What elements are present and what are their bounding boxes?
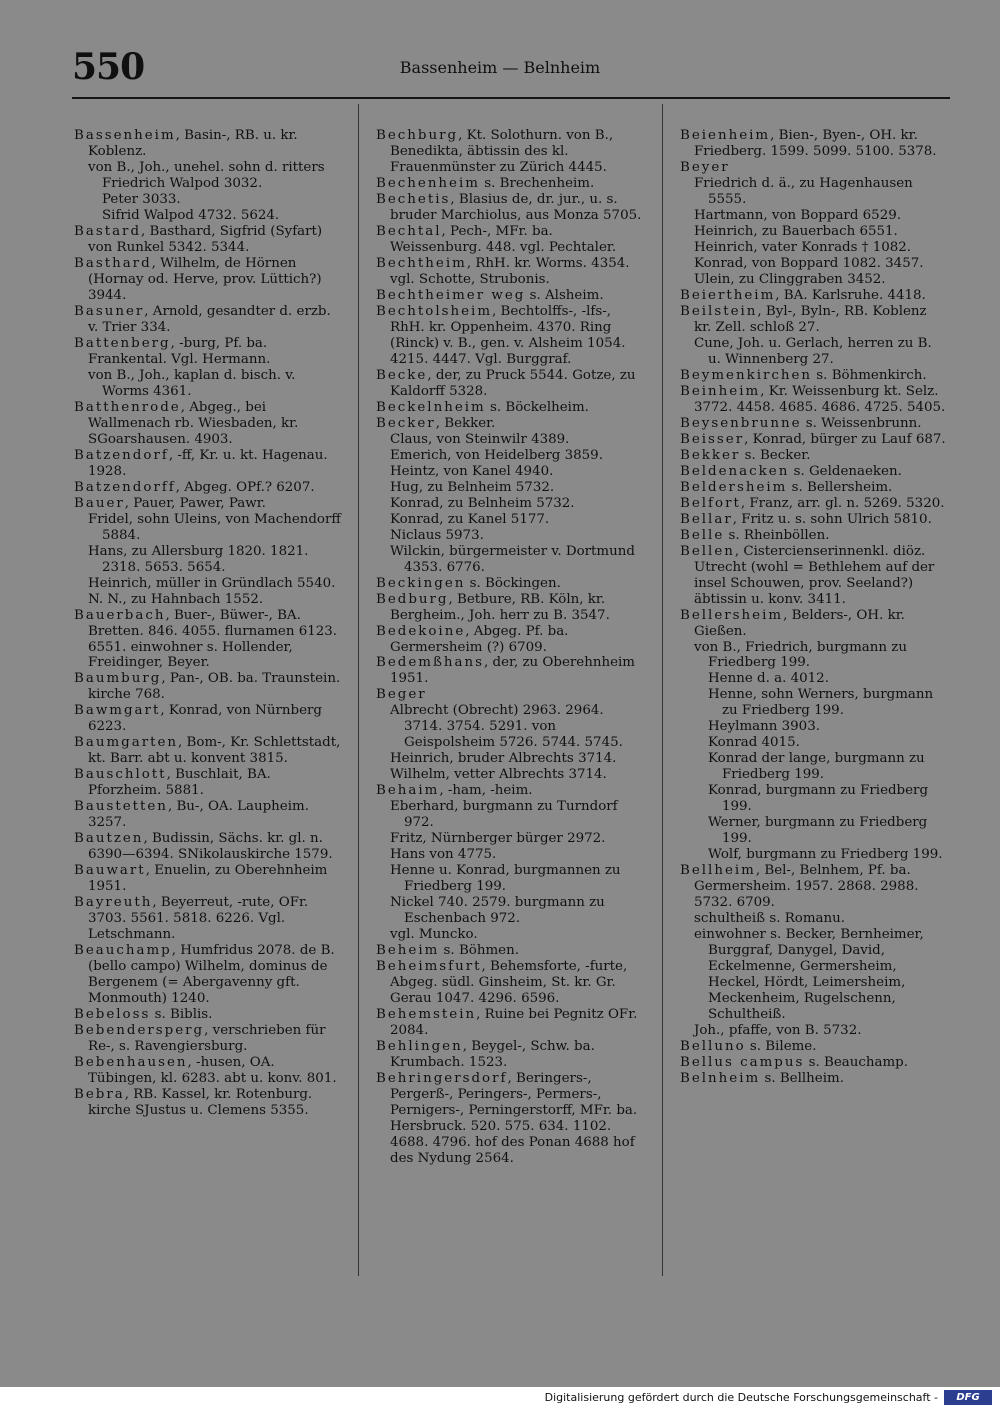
entry-text: Hans, zu Allersburg 1820. 1821. 2318. 5653. 5654. [88, 543, 309, 575]
index-subentry [680, 911, 948, 927]
entry-text: Hartmann, von Boppard 6529. [694, 207, 901, 223]
entry-text: Werner, burgmann zu Friedberg 199. [708, 815, 928, 847]
entry-headword: Beymenkirchen [680, 367, 813, 383]
entry-headword: Bawmgart [74, 703, 161, 719]
index-entry [74, 608, 342, 672]
entry-text: , Bekker. [435, 415, 496, 431]
index-entry [680, 512, 948, 528]
index-subentry [376, 528, 644, 544]
index-entry [376, 416, 644, 432]
entry-text: s. Becker. [740, 447, 811, 463]
index-entry [680, 1039, 948, 1055]
entry-headword: Bebra [74, 1087, 125, 1103]
index-entry [680, 496, 948, 512]
entry-headword: Bellheim [680, 863, 756, 879]
index-entry [74, 224, 342, 256]
index-subentry [74, 544, 342, 576]
entry-text: , Cistercienserinnenkl. diöz. Utrecht (wohl = Bethlehem auf der insel Schouwen, prov. Seeland?) äbtissin u. konv. 3411. [694, 543, 935, 607]
entry-headword: Batzendorff [74, 479, 176, 495]
index-entry [680, 384, 948, 416]
index-entry [74, 1023, 342, 1055]
index-subentry [74, 512, 342, 544]
index-entry [74, 671, 342, 703]
entry-text: , -burg, Pf. ba. Frankental. Vgl. Hermann. [88, 335, 271, 367]
entry-text: , Bien-, Byen-, OH. kr. Friedberg. 1599. 5099. 5100. 5378. [694, 128, 937, 159]
entry-text: , Beyerreut, -rute, OFr. 3703. 5561. 5818. 6226. Vgl. Letschmann. [88, 895, 309, 943]
entry-text: , Wilhelm, de Hörnen (Hornay od. Herve, prov. Lüttich?) 3944. [88, 255, 322, 303]
entry-headword: Bebendersperg [74, 1023, 205, 1039]
entry-text: Konrad, zu Kanel 5177. [390, 511, 550, 527]
entry-headword: Bayreuth [74, 895, 153, 911]
entry-text: , -ham, -heim. [439, 783, 533, 799]
entry-headword: Bechtal [376, 223, 442, 239]
entry-text: , Abgeg. OPf.? 6207. [175, 479, 315, 495]
entry-text: s. Böhmen. [439, 943, 519, 959]
entry-text: Heinrich, bruder Albrechts 3714. [390, 751, 617, 767]
index-entry [680, 1055, 948, 1071]
entry-text: Joh., pfaffe, von B. 5732. [694, 1023, 862, 1039]
index-subentry [680, 783, 948, 815]
index-subentry [376, 847, 644, 863]
index-subentry [680, 687, 948, 719]
entry-headword: Bechtheim [376, 255, 467, 271]
entry-text: Wolf, burgmann zu Friedberg 199. [708, 847, 943, 863]
entry-headword: Batzendorf [74, 447, 169, 463]
entry-text: , Beygel-, Schw. ba. Krumbach. 1523. [390, 1039, 595, 1071]
entry-text: , Behemsforte, -furte, Abgeg. südl. Ginsheim, St. kr. Gr. Gerau 1047. 4296. 6596. [390, 959, 628, 1007]
index-entry [680, 368, 948, 384]
index-column-1 [74, 128, 342, 1119]
entry-headword: Bechtolsheim [376, 303, 493, 319]
index-entry [376, 192, 644, 224]
index-subentry [376, 496, 644, 512]
entry-text: , Buschlait, BA. Pforzheim. 5881. [88, 767, 271, 799]
entry-text: , -ff, Kr. u. kt. Hagenau. 1928. [88, 447, 328, 479]
entry-headword: Bauwart [74, 863, 146, 879]
index-entry [376, 1007, 644, 1039]
entry-text: s. Weissenbrunn. [801, 415, 922, 431]
index-column-3 [680, 128, 948, 1087]
entry-headword: Belluno [680, 1039, 746, 1055]
entry-text: , -husen, OA. Tübingen, kl. 6283. abt u. konv. 801. [88, 1055, 337, 1087]
entry-text: einwohner s. Becker, Bernheimer, Burggraf, Danygel, David, Eckelmenne, Germersheim, Heckel, Hördt, Leimersheim, Meckenheim, Rugelschenn, Schultheiß. [694, 927, 924, 1023]
entry-text: , Kt. Solothurn. von B., Benedikta, äbtissin des kl. Frauenmünster zu Zürich 4445. [390, 128, 614, 175]
entry-text: von B., Joh., kaplan d. bisch. v. Worms 4361. [88, 367, 296, 399]
entry-text: von B., Joh., unehel. sohn d. ritters Friedrich Walpod 3032. [88, 159, 325, 191]
entry-text: Niclaus 5973. [390, 527, 484, 543]
entry-headword: Bechtheimer weg [376, 287, 526, 303]
index-entry [376, 1071, 644, 1167]
index-entry [376, 624, 644, 656]
entry-headword: Bellen [680, 543, 735, 559]
entry-text: , BA. Karlsruhe. 4418. [775, 287, 926, 303]
index-entry [376, 128, 644, 176]
entry-text: , Beringers-, Pergerß-, Peringers-, Permers-, Pernigers-, Perningerstorff, MFr. ba. Hersbruck. 520. 575. 634. 1102. 4688. 4796. hof des Ponan 4688 hof des Nydung 2564. [390, 1071, 638, 1166]
entry-text: Hans von 4775. [390, 847, 497, 863]
entry-headword: Belnheim [680, 1071, 761, 1087]
index-entry [376, 655, 644, 687]
index-entry [74, 735, 342, 767]
index-subentry [680, 208, 948, 224]
entry-text: s. Böckelheim. [485, 399, 589, 415]
entry-text: schultheiß s. Romanu. [694, 911, 846, 927]
index-entry [74, 496, 342, 512]
entry-headword: Beckingen [376, 575, 466, 591]
entry-text: Eberhard, burgmann zu Turndorf 972. [390, 799, 618, 831]
entry-text: Heylmann 3903. [708, 719, 820, 735]
entry-headword: Bellus campus [680, 1055, 805, 1071]
entry-text: , Franz, arr. gl. n. 5269. 5320. [740, 495, 945, 511]
entry-text: Sifrid Walpod 4732. 5624. [102, 207, 280, 223]
entry-headword: Belfort [680, 495, 741, 511]
index-subentry [376, 703, 644, 751]
entry-headword: Battenberg [74, 335, 171, 351]
index-subentry [680, 671, 948, 687]
index-entry [376, 943, 644, 959]
entry-text: Heinrich, zu Bauerbach 6551. [694, 223, 898, 239]
index-entry [680, 544, 948, 608]
index-entry [74, 943, 342, 1007]
index-entry [74, 336, 342, 368]
entry-headword: Bassenheim [74, 128, 176, 143]
entry-headword: Beckelnheim [376, 399, 486, 415]
entry-text: s. Bellersheim. [787, 479, 893, 495]
index-subentry [680, 719, 948, 735]
index-entry [74, 831, 342, 863]
entry-text: , Budissin, Sächs. kr. gl. n. 6390—6394. SNikolauskirche 1579. [88, 831, 333, 863]
entry-text: Fritz, Nürnberger bürger 2972. [390, 831, 606, 847]
entry-text: s. Böckingen. [465, 575, 561, 591]
entry-headword: Bechetis [376, 191, 451, 207]
entry-text: , RB. Kassel, kr. Rotenburg. kirche SJustus u. Clemens 5355. [88, 1087, 313, 1119]
index-entry [376, 256, 644, 288]
entry-text: , Pauer, Pawer, Pawr. [124, 495, 266, 511]
index-entry [680, 863, 948, 911]
index-entry [376, 576, 644, 592]
index-subentry [680, 224, 948, 240]
entry-text: s. Rheinböllen. [724, 527, 830, 543]
entry-text: Wilckin, bürgermeister v. Dortmund 4353. 6776. [390, 543, 635, 575]
entry-headword: Beldersheim [680, 479, 788, 495]
entry-text: , Abgeg. Pf. ba. Germersheim (?) 6709. [390, 623, 569, 655]
index-entry [74, 128, 342, 160]
entry-text: von B., Friedrich, burgmann zu Friedberg 199. [694, 639, 907, 671]
entry-headword: Basthard [74, 255, 152, 271]
entry-text: , der, zu Oberehnheim 1951. [390, 655, 635, 687]
entry-headword: Behlingen [376, 1039, 463, 1055]
index-entry [376, 288, 644, 304]
entry-headword: Basuner [74, 303, 145, 319]
index-entry [680, 464, 948, 480]
dfg-logo: DFG [944, 1390, 992, 1405]
entry-text: , Betbure, RB. Köln, kr. Bergheim., Joh. herr zu B. 3547. [390, 591, 610, 623]
index-subentry [376, 767, 644, 783]
entry-text: Ulein, zu Clinggraben 3452. [694, 271, 886, 287]
entry-text: , Basin-, RB. u. kr. Koblenz. [88, 128, 298, 159]
entry-text: , verschrieben für Re-, s. Ravengiersburg. [88, 1023, 326, 1055]
entry-text: Henne d. a. 4012. [708, 671, 829, 687]
entry-text: N. N., zu Hahnbach 1552. [88, 591, 264, 607]
entry-text: , Pech-, MFr. ba. Weissenburg. 448. vgl. Pechtaler. [390, 223, 617, 255]
index-subentry [680, 336, 948, 368]
entry-headword: Bedburg [376, 591, 449, 607]
entry-text: Konrad, von Boppard 1082. 3457. [694, 255, 924, 271]
index-entry [74, 799, 342, 831]
entry-headword: Bechenheim [376, 175, 480, 191]
index-subentry [376, 863, 644, 895]
page-number: 550 [72, 46, 145, 88]
entry-headword: Bastard [74, 223, 142, 239]
index-entry [376, 224, 644, 256]
index-subentry [376, 480, 644, 496]
entry-text: s. Brechenheim. [479, 175, 595, 191]
index-entry [74, 480, 342, 496]
index-subentry [376, 895, 644, 927]
entry-text: , Konrad, bürger zu Lauf 687. [744, 431, 946, 447]
entry-text: , Pan-, OB. ba. Traunstein. kirche 768. [88, 671, 341, 703]
entry-text: Konrad, zu Belnheim 5732. [390, 495, 575, 511]
entry-text: , Bom-, Kr. Schlettstadt, kt. Barr. abt u. konvent 3815. [88, 735, 341, 767]
entry-headword: Beysenbrunne [680, 415, 802, 431]
entry-headword: Beiertheim [680, 287, 776, 303]
entry-text: Emerich, von Heidelberg 3859. [390, 447, 603, 463]
entry-headword: Baustetten [74, 799, 168, 815]
index-entry [680, 448, 948, 464]
entry-text: Konrad der lange, burgmann zu Friedberg 199. [708, 751, 925, 783]
entry-text: , Bechtolffs-, -lfs-, RhH. kr. Oppenheim. 4370. Ring (Rinck) v. B., gen. v. Alsheim 1054. 4215. 4447. Vgl. Burggraf. [390, 303, 626, 367]
index-entry [376, 400, 644, 416]
index-subentry [376, 751, 644, 767]
index-subentry [680, 735, 948, 751]
index-entry [680, 288, 948, 304]
index-subentry [74, 576, 342, 592]
entry-text: , Humfridus 2078. de B. (bello campo) Wilhelm, dominus de Bergenem (= Abergavenny gft. Monmouth) 1240. [88, 943, 335, 1007]
entry-text: , Basthard, Sigfrid (Syfart) von Runkel 5342. 5344. [88, 223, 323, 255]
entry-text: Cune, Joh. u. Gerlach, herren zu B. u. Winnenberg 27. [694, 335, 932, 367]
entry-headword: Behringersdorf [376, 1071, 508, 1087]
entry-text: , Bu-, OA. Laupheim. 3257. [88, 799, 309, 831]
entry-headword: Belle [680, 527, 725, 543]
index-subentry [680, 1023, 948, 1039]
index-entry [74, 1007, 342, 1023]
entry-headword: Batthenrode [74, 399, 181, 415]
index-entry [376, 304, 644, 368]
index-subentry [74, 208, 342, 224]
entry-headword: Bautzen [74, 831, 144, 847]
index-entry [74, 304, 342, 336]
entry-headword: Bauerbach [74, 607, 166, 623]
index-subentry [74, 160, 342, 192]
index-subentry [680, 640, 948, 672]
entry-headword: Behemstein [376, 1007, 477, 1023]
index-subentry [376, 432, 644, 448]
footer-bar [0, 1387, 1000, 1409]
entry-text: , Bel-, Belnhem, Pf. ba. Germersheim. 1957. 2868. 2988. 5732. 6709. [694, 863, 919, 911]
index-entry [74, 448, 342, 480]
column-divider [358, 104, 359, 1276]
index-entry [376, 1039, 644, 1071]
index-subentry [376, 464, 644, 480]
index-entry [680, 528, 948, 544]
index-subentry [376, 448, 644, 464]
index-entry [74, 256, 342, 304]
index-column-2 [376, 128, 644, 1167]
entry-text: Friedrich d. ä., zu Hagenhausen 5555. [694, 175, 913, 207]
entry-headword: Becker [376, 415, 436, 431]
index-subentry [376, 799, 644, 831]
entry-headword: Beisser [680, 431, 745, 447]
index-entry [680, 128, 948, 160]
entry-headword: Bebenhausen [74, 1055, 188, 1071]
entry-text: vgl. Muncko. [390, 927, 478, 943]
index-subentry [376, 831, 644, 847]
entry-text: Claus, von Steinwilr 4389. [390, 431, 570, 447]
entry-text: , Arnold, gesandter d. erzb. v. Trier 334. [88, 303, 331, 335]
entry-headword: Bauer [74, 495, 125, 511]
index-subentry [680, 751, 948, 783]
entry-text: Konrad, burgmann zu Friedberg 199. [708, 783, 929, 815]
entry-text: Nickel 740. 2579. burgmann zu Eschenbach 972. [390, 895, 605, 927]
entry-headword: Beldenacken [680, 463, 790, 479]
index-subentry [376, 927, 644, 943]
index-entry [680, 160, 948, 176]
entry-text: , Blasius de, dr. jur., u. s. bruder Marchiolus, aus Monza 5705. [390, 191, 642, 223]
entry-headword: Becke [376, 367, 428, 383]
entry-text: Albrecht (Obrecht) 2963. 2964. 3714. 3754. 5291. von Geispolsheim 5726. 5744. 5745. [390, 703, 623, 751]
index-subentry [376, 512, 644, 528]
entry-text: Heinrich, vater Konrads † 1082. [694, 239, 912, 255]
entry-text: , Belders-, OH. kr. Gießen. [694, 607, 905, 639]
entry-text: , Ruine bei Pegnitz OFr. 2084. [390, 1007, 638, 1039]
entry-text: Heinrich, müller in Gründlach 5540. [88, 575, 336, 591]
index-subentry [376, 544, 644, 576]
index-entry [680, 1071, 948, 1087]
index-entry [376, 687, 644, 703]
entry-headword: Behaim [376, 783, 440, 799]
entry-headword: Baumgarten [74, 735, 179, 751]
entry-text: Konrad 4015. [708, 735, 800, 751]
entry-headword: Bellar [680, 511, 733, 527]
entry-headword: Bellersheim [680, 607, 784, 623]
entry-text: , der, zu Pruck 5544. Gotze, zu Kaldorff 5328. [390, 367, 636, 399]
entry-text: Wilhelm, vetter Albrechts 3714. [390, 767, 607, 783]
index-subentry [74, 368, 342, 400]
entry-text: , Konrad, von Nürnberg 6223. [88, 703, 322, 735]
index-entry [680, 416, 948, 432]
entry-text: , Abgeg., bei Wallmenach rb. Wiesbaden, kr. SGoarshausen. 4903. [88, 399, 299, 447]
entry-text: , Buer-, Büwer-, BA. Bretten. 846. 4055. flurnamen 6123. 6551. einwohner s. Hollender, Freidinger, Beyer. [88, 607, 338, 671]
index-subentry [74, 592, 342, 608]
entry-text: s. Biblis. [150, 1007, 213, 1023]
entry-headword: Bauschlott [74, 767, 167, 783]
index-entry [74, 863, 342, 895]
header-rule [72, 97, 950, 99]
index-subentry [680, 815, 948, 847]
entry-headword: Bedekoine [376, 623, 466, 639]
index-entry [680, 304, 948, 336]
entry-text: , Enuelin, zu Oberehnheim 1951. [88, 863, 328, 895]
index-entry [74, 400, 342, 448]
entry-text: s. Geldenaeken. [789, 463, 902, 479]
entry-headword: Beienheim [680, 128, 771, 143]
entry-text: Henne, sohn Werners, burgmann zu Friedberg 199. [708, 687, 934, 719]
entry-text: s. Böhmenkirch. [812, 367, 927, 383]
entry-headword: Beauchamp [74, 943, 172, 959]
entry-headword: Beger [376, 687, 427, 703]
index-subentry [680, 272, 948, 288]
index-subentry [680, 240, 948, 256]
entry-text: s. Alsheim. [525, 287, 604, 303]
index-subentry [680, 847, 948, 863]
entry-headword: Beyer [680, 159, 730, 175]
index-subentry [680, 927, 948, 1023]
entry-text: s. Beauchamp. [804, 1055, 908, 1071]
entry-text: , Byl-, Byln-, RB. Koblenz kr. Zell. schloß 27. [694, 303, 927, 335]
entry-text: s. Bellheim. [760, 1071, 844, 1087]
entry-headword: Beinheim [680, 383, 761, 399]
entry-text: , Kr. Weissenburg kt. Selz. 3772. 4458. 4685. 4686. 4725. 5405. [694, 383, 946, 415]
entry-text: , Fritz u. s. sohn Ulrich 5810. [732, 511, 932, 527]
entry-headword: Bekker [680, 447, 741, 463]
entry-text: , RhH. kr. Worms. 4354. vgl. Schotte, Strubonis. [390, 255, 630, 287]
index-entry [376, 368, 644, 400]
entry-headword: Bechburg [376, 128, 459, 143]
running-head: Bassenheim — Belnheim [399, 58, 601, 77]
entry-headword: Beheimsfurt [376, 959, 482, 975]
index-subentry [680, 176, 948, 208]
entry-headword: Baumburg [74, 671, 162, 687]
index-entry [74, 767, 342, 799]
index-entry [74, 895, 342, 943]
entry-headword: Beheim [376, 943, 440, 959]
column-divider [662, 104, 663, 1276]
index-entry [376, 959, 644, 1007]
index-entry [376, 783, 644, 799]
footer-credit: Digitalisierung gefördert durch die Deutsche Forschungsgemeinschaft - [544, 1391, 938, 1404]
index-entry [680, 480, 948, 496]
entry-text: s. Bileme. [745, 1039, 817, 1055]
index-entry [74, 1087, 342, 1119]
entry-text: Hug, zu Belnheim 5732. [390, 479, 555, 495]
index-entry [74, 703, 342, 735]
index-entry [680, 432, 948, 448]
entry-headword: Bebeloss [74, 1007, 151, 1023]
index-subentry [74, 192, 342, 208]
entry-headword: Beilstein [680, 303, 758, 319]
index-entry [376, 592, 644, 624]
entry-text: Heintz, von Kanel 4940. [390, 463, 554, 479]
index-entry [680, 608, 948, 640]
index-subentry [680, 256, 948, 272]
entry-text: Henne u. Konrad, burgmannen zu Friedberg 199. [390, 863, 621, 895]
entry-text: Peter 3033. [102, 191, 181, 207]
entry-headword: Bedemßhans [376, 655, 485, 671]
index-entry [376, 176, 644, 192]
entry-text: Fridel, sohn Uleins, von Machendorff 5884. [88, 511, 341, 543]
index-entry [74, 1055, 342, 1087]
